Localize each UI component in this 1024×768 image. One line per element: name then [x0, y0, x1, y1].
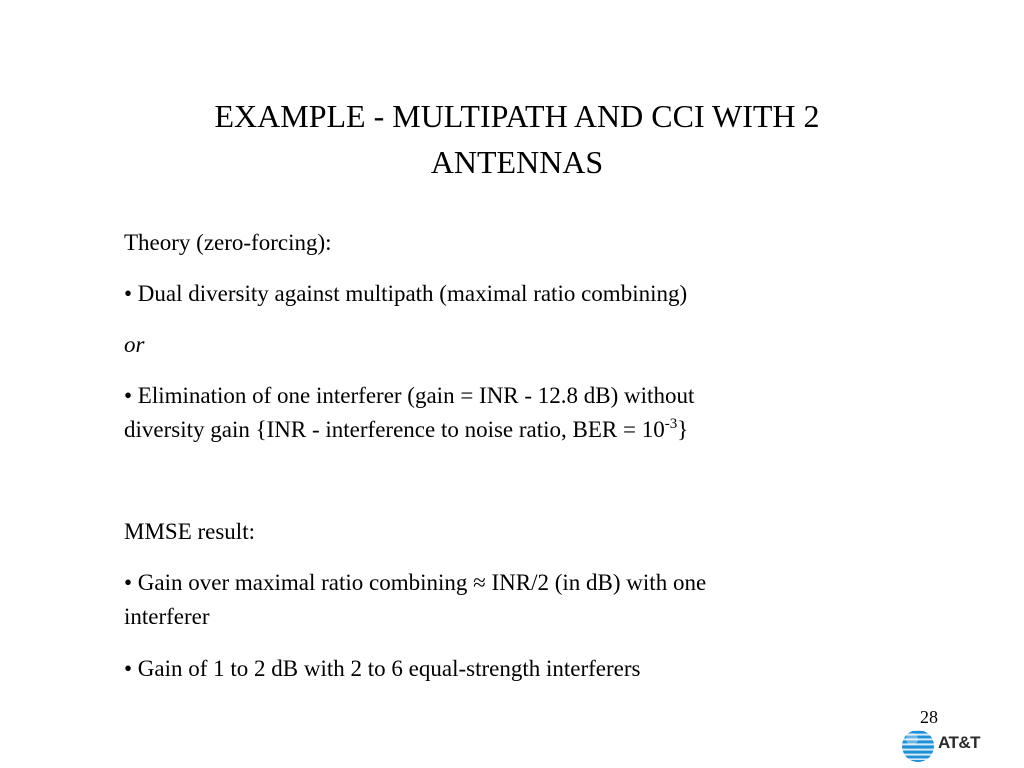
bullet-equal-strength: • Gain of 1 to 2 dB with 2 to 6 equal-strength interferers — [124, 656, 641, 681]
bullet-mrc-gain-line-2: interferer — [124, 604, 210, 629]
mmse-heading: MMSE result: — [124, 519, 255, 544]
bullet-elimination-line-2 — [124, 413, 884, 447]
bullet-mrc-gain-line-1: • Gain over maximal ratio combining ≈ INR/2 (in dB) with one — [124, 570, 707, 595]
bullet-elimination-line-1: • Elimination of one interferer (gain = INR - 12.8 dB) without — [124, 383, 695, 408]
slide-title — [120, 93, 914, 185]
bullet-elimination-line-2-text: diversity gain {INR - interference to noise ratio, BER = 10 — [124, 417, 665, 442]
att-globe-icon — [900, 728, 936, 764]
slide-title-line-1: EXAMPLE - MULTIPATH AND CCI WITH 2 — [214, 98, 820, 134]
att-wordmark: AT&T — [938, 733, 981, 752]
ber-exponent: -3 — [664, 416, 678, 432]
att-logo — [900, 728, 992, 764]
bullet-elimination-line-2-close: } — [677, 417, 689, 442]
slide-title-line-2: ANTENNAS — [430, 144, 604, 180]
page-number: 28 — [920, 707, 938, 727]
bullet-mrc-gain — [124, 566, 884, 634]
theory-heading: Theory (zero-forcing): — [124, 230, 332, 255]
bullet-elimination — [124, 379, 884, 447]
or-connector: or — [124, 332, 145, 357]
bullet-dual-diversity: • Dual diversity against multipath (maximal ratio combining) — [124, 281, 688, 306]
